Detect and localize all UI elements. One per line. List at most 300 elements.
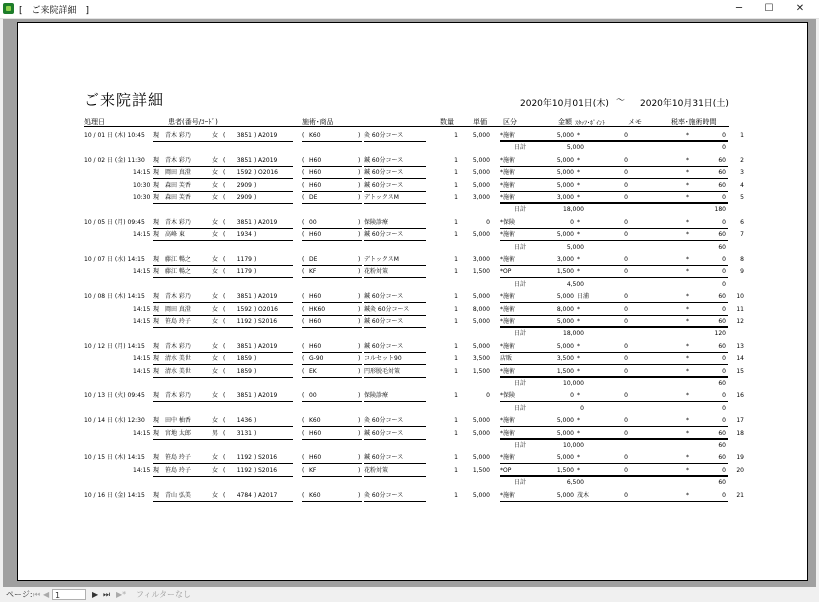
entry-date: 10:30 xyxy=(133,194,151,201)
patient-code: 1859 xyxy=(236,367,252,375)
patient-code: 1436 xyxy=(236,417,252,425)
item-name: 鍼 60分コース xyxy=(364,293,404,301)
amount: 0 xyxy=(570,392,574,400)
item-code: H60 xyxy=(309,318,322,325)
no-filter-button[interactable]: フィルターなし xyxy=(136,590,192,599)
item-name: 鍼 60分コース xyxy=(364,169,404,177)
item-name: 鍼 60分コース xyxy=(364,342,404,350)
app-icon xyxy=(3,3,14,14)
patient-code: 2909 xyxy=(236,194,252,201)
entry-flag: 現 xyxy=(153,305,160,313)
subtotal-amount: 10,000 xyxy=(563,442,584,449)
item-paren-open: ( xyxy=(302,305,305,313)
tax-rate: * xyxy=(686,218,689,226)
category: *施術 xyxy=(500,169,516,177)
staff: * xyxy=(577,367,580,375)
item-code: H60 xyxy=(309,454,322,462)
patient-name: 青木 彩乃 xyxy=(165,392,191,400)
treatment-time: 0 xyxy=(722,256,726,263)
paren-open: ( xyxy=(223,132,226,139)
entry-date: 10 / 01 日 (木) 10:45 xyxy=(84,132,145,139)
row-number: 13 xyxy=(736,342,744,350)
patient-code: 2909 xyxy=(236,181,252,189)
daily-subtotal-row xyxy=(18,327,807,340)
header-staff-point: ｽﾀｯﾌ･ﾎﾟｲﾝﾄ xyxy=(575,120,606,127)
treatment-time: 60 xyxy=(718,169,726,177)
item-paren-close: ) xyxy=(358,305,361,313)
patient-code: 1192 xyxy=(236,318,252,325)
paren-close: ) xyxy=(254,181,257,189)
entry-flag: 現 xyxy=(153,342,160,350)
paren-open: ( xyxy=(223,268,226,276)
entry-flag: 現 xyxy=(153,132,160,139)
entry-row xyxy=(18,216,807,229)
row-number: 5 xyxy=(740,194,744,201)
subtotal-rule xyxy=(500,475,728,476)
header-price: 単価 xyxy=(473,118,487,126)
entry-date: 10 / 14 日 (水) 12:30 xyxy=(84,417,145,425)
item-code: H60 xyxy=(309,231,322,239)
staff: * xyxy=(577,305,580,313)
staff: * xyxy=(577,256,580,263)
entry-flag: 現 xyxy=(153,218,160,226)
subtotal-amount: 10,000 xyxy=(563,380,584,387)
row-number: 10 xyxy=(736,293,744,301)
paren-open: ( xyxy=(223,367,226,375)
entry-flag: 現 xyxy=(153,169,160,177)
item-code: H60 xyxy=(309,293,322,301)
tax-rate: * xyxy=(686,156,689,164)
item-paren-open: ( xyxy=(302,132,305,139)
prev-page-button[interactable]: ◀ xyxy=(43,590,50,599)
treatment-time: 0 xyxy=(722,305,726,313)
entry-row xyxy=(18,414,807,427)
unit-price: 0 xyxy=(486,218,490,226)
amount: 3,500 xyxy=(556,355,574,363)
unit-price: 5,000 xyxy=(472,169,490,177)
last-page-button[interactable]: ⏭ xyxy=(103,590,111,599)
subtotal-amount: 18,000 xyxy=(563,330,584,338)
patient-name: 森田 芙香 xyxy=(165,181,191,189)
entry-flag: 現 xyxy=(153,194,160,201)
header-rule xyxy=(84,126,729,127)
patient-sex: 女 xyxy=(212,218,219,226)
quantity: 1 xyxy=(454,293,458,301)
treatment-time: 60 xyxy=(718,293,726,301)
row-number: 15 xyxy=(736,367,744,375)
item-name: 花粉対策 xyxy=(364,466,389,474)
paren-close: ) xyxy=(254,318,257,325)
entry-date: 14:15 xyxy=(133,305,151,313)
tax-rate: * xyxy=(686,305,689,313)
item-code: G-90 xyxy=(309,355,324,363)
quantity: 1 xyxy=(454,491,458,499)
paren-open: ( xyxy=(223,429,226,437)
item-paren-close: ) xyxy=(358,181,361,189)
quantity: 1 xyxy=(454,454,458,462)
staff: * xyxy=(577,194,580,201)
treatment-time: 60 xyxy=(718,342,726,350)
entry-date: 14:15 xyxy=(133,169,151,177)
patient-name: 高峰 東 xyxy=(165,231,185,239)
subtotal-time: 180 xyxy=(714,206,726,214)
patient-name: 青木 彩乃 xyxy=(165,218,191,226)
tax-rate: * xyxy=(686,367,689,375)
patient-code: 1192 xyxy=(236,454,252,462)
treatment-time: 0 xyxy=(722,417,726,425)
amount: 5,000 xyxy=(556,132,574,139)
staff: * xyxy=(577,466,580,474)
item-name: 円形脱毛対策 xyxy=(364,367,401,375)
quantity: 1 xyxy=(454,194,458,201)
paren-open: ( xyxy=(223,392,226,400)
item-name: 鍼 60分コース xyxy=(364,454,404,462)
item-paren-close: ) xyxy=(358,156,361,164)
tax-rate: * xyxy=(686,318,689,325)
category: *OP xyxy=(500,268,512,276)
quantity: 1 xyxy=(454,169,458,177)
memo-value: 0 xyxy=(624,293,628,301)
entry-date: 14:15 xyxy=(133,355,151,363)
patient-code: 1592 xyxy=(236,169,252,177)
paren-close: ) xyxy=(254,305,257,313)
row-number: 2 xyxy=(740,156,744,164)
patient-code: 3851 xyxy=(236,342,252,350)
item-paren-close: ) xyxy=(358,194,361,201)
tax-rate: * xyxy=(686,454,689,462)
paren-close: ) xyxy=(254,392,257,400)
item-code: DE xyxy=(309,194,318,201)
entry-date: 10 / 05 日 (月) 09:45 xyxy=(84,218,145,226)
staff: * xyxy=(577,169,580,177)
paren-close: ) xyxy=(254,293,257,301)
memo-value: 0 xyxy=(624,132,628,139)
tax-rate: * xyxy=(686,231,689,239)
staff: * xyxy=(577,454,580,462)
item-paren-close: ) xyxy=(358,355,361,363)
item-paren-close: ) xyxy=(358,342,361,350)
item-paren-open: ( xyxy=(302,392,305,400)
paren-close: ) xyxy=(254,256,257,263)
memo-value: 0 xyxy=(624,466,628,474)
amount: 1,500 xyxy=(556,367,574,375)
entry-row xyxy=(18,179,807,192)
tax-rate: * xyxy=(686,181,689,189)
row-number: 1 xyxy=(740,132,744,139)
item-paren-close: ) xyxy=(358,454,361,462)
entry-row xyxy=(18,166,807,179)
row-number: 17 xyxy=(736,417,744,425)
item-paren-open: ( xyxy=(302,231,305,239)
item-paren-open: ( xyxy=(302,342,305,350)
patient-sex: 女 xyxy=(212,342,219,350)
new-record-button[interactable]: ▶* xyxy=(116,590,127,599)
item-name: 保険診療 xyxy=(364,218,389,226)
subtotal-amount: 5,000 xyxy=(566,243,584,251)
staff: * xyxy=(577,156,580,164)
paren-close: ) xyxy=(254,218,257,226)
page-label: ページ: xyxy=(6,590,33,599)
row-number: 7 xyxy=(740,231,744,239)
tax-rate: * xyxy=(686,293,689,301)
entry-flag: 現 xyxy=(153,355,160,363)
patient-year-code: S2016 xyxy=(258,454,278,462)
treatment-time: 60 xyxy=(718,156,726,164)
amount: 5,000 xyxy=(556,454,574,462)
memo-value: 0 xyxy=(624,194,628,201)
item-name: 鍼灸 60分コース xyxy=(364,305,410,313)
patient-code: 1192 xyxy=(236,466,252,474)
tax-rate: * xyxy=(686,342,689,350)
item-name: コルセット90 xyxy=(364,355,402,363)
patient-code: 3851 xyxy=(236,218,252,226)
memo-value: 0 xyxy=(624,256,628,263)
item-name: 灸 60分コース xyxy=(364,132,404,139)
unit-price: 8,000 xyxy=(472,305,490,313)
item-code: H60 xyxy=(309,342,322,350)
entry-row xyxy=(18,340,807,353)
paren-open: ( xyxy=(223,454,226,462)
subtotal-label: 日計 xyxy=(514,206,527,214)
entry-date: 14:15 xyxy=(133,268,151,276)
unit-price: 5,000 xyxy=(472,293,490,301)
subtotal-amount: 4,500 xyxy=(566,280,584,288)
item-paren-open: ( xyxy=(302,429,305,437)
entry-date: 10 / 08 日 (木) 14:15 xyxy=(84,293,145,301)
row-number: 11 xyxy=(736,305,744,313)
patient-year-code: O2016 xyxy=(258,305,278,313)
paren-open: ( xyxy=(223,293,226,301)
patient-sex: 女 xyxy=(212,392,219,400)
daily-subtotal-row xyxy=(18,476,807,489)
quantity: 1 xyxy=(454,156,458,164)
entry-row xyxy=(18,303,807,316)
item-code: K60 xyxy=(309,491,321,499)
patient-code: 4784 xyxy=(236,491,252,499)
item-paren-open: ( xyxy=(302,355,305,363)
item-name: 灸 60分コース xyxy=(364,417,404,425)
entry-flag: 現 xyxy=(153,181,160,189)
paren-open: ( xyxy=(223,169,226,177)
item-code: H60 xyxy=(309,429,322,437)
treatment-time: 0 xyxy=(722,355,726,363)
quantity: 1 xyxy=(454,417,458,425)
patient-sex: 女 xyxy=(212,156,219,164)
paren-open: ( xyxy=(223,156,226,164)
entry-flag: 現 xyxy=(153,318,160,325)
tax-rate: * xyxy=(686,392,689,400)
treatment-time: 60 xyxy=(718,181,726,189)
entry-date: 10 / 15 日 (木) 14:15 xyxy=(84,454,145,462)
category: *施術 xyxy=(500,181,516,189)
staff: 茂木 xyxy=(577,491,590,499)
paren-open: ( xyxy=(223,318,226,325)
entry-row xyxy=(18,253,807,266)
item-name: デトックスM xyxy=(364,194,399,201)
close-button[interactable]: ✕ xyxy=(795,3,805,14)
tax-rate: * xyxy=(686,256,689,263)
daily-subtotal-row xyxy=(18,203,807,216)
report-page xyxy=(17,22,808,581)
patient-year-code: S2016 xyxy=(258,318,278,325)
subtotal-rule xyxy=(500,140,728,141)
patient-year-code: A2019 xyxy=(258,132,278,139)
category: *施術 xyxy=(500,491,516,499)
entry-flag: 現 xyxy=(153,454,160,462)
paren-open: ( xyxy=(223,181,226,189)
paren-close: ) xyxy=(254,194,257,201)
item-name: 花粉対策 xyxy=(364,268,389,276)
item-name: 灸 60分コース xyxy=(364,491,404,499)
header-amount: 金額 xyxy=(558,118,572,126)
staff: * xyxy=(577,268,580,276)
date-from: 2020年10月01日(木) xyxy=(520,99,609,109)
quantity: 1 xyxy=(454,318,458,325)
quantity: 1 xyxy=(454,132,458,139)
category: *保険 xyxy=(500,218,516,226)
category: *保険 xyxy=(500,392,516,400)
tax-rate: * xyxy=(686,491,689,499)
treatment-time: 0 xyxy=(722,268,726,276)
amount: 5,000 xyxy=(556,293,574,301)
row-number: 9 xyxy=(740,268,744,276)
paren-close: ) xyxy=(254,367,257,375)
paren-open: ( xyxy=(223,231,226,239)
tax-rate: * xyxy=(686,417,689,425)
quantity: 1 xyxy=(454,181,458,189)
report-preview-area[interactable] xyxy=(3,19,816,587)
patient-name: 笹島 玲子 xyxy=(165,318,191,325)
subtotal-amount: 0 xyxy=(580,404,584,412)
subtotal-label: 日計 xyxy=(514,243,527,251)
subtotal-time: 0 xyxy=(722,404,726,412)
window-title: [ ご来院詳細 ] xyxy=(19,6,90,16)
patient-sex: 女 xyxy=(212,466,219,474)
underline xyxy=(302,501,362,502)
patient-name: 青山 弘美 xyxy=(165,491,191,499)
entry-date: 10 / 07 日 (水) 14:15 xyxy=(84,256,145,263)
amount: 5,000 xyxy=(556,231,574,239)
amount: 0 xyxy=(570,218,574,226)
row-number: 20 xyxy=(736,466,744,474)
category: *施術 xyxy=(500,293,516,301)
item-code: HK60 xyxy=(309,305,326,313)
item-code: 00 xyxy=(309,218,317,226)
item-name: 鍼 60分コース xyxy=(364,156,404,164)
row-number: 12 xyxy=(736,318,744,325)
item-paren-close: ) xyxy=(358,268,361,276)
subtotal-rule xyxy=(500,438,728,439)
item-paren-open: ( xyxy=(302,256,305,263)
header-date: 処理日 xyxy=(84,118,105,126)
item-paren-close: ) xyxy=(358,429,361,437)
daily-subtotal-row xyxy=(18,141,807,154)
item-paren-close: ) xyxy=(358,256,361,263)
patient-sex: 女 xyxy=(212,256,219,263)
patient-code: 3851 xyxy=(236,132,252,139)
unit-price: 5,000 xyxy=(472,342,490,350)
item-paren-close: ) xyxy=(358,466,361,474)
staff: * xyxy=(577,231,580,239)
treatment-time: 0 xyxy=(722,132,726,139)
tax-rate: * xyxy=(686,466,689,474)
unit-price: 3,000 xyxy=(472,194,490,201)
patient-name: 宮地 太郎 xyxy=(165,429,191,437)
next-page-button[interactable]: ▶ xyxy=(92,590,99,599)
item-name: デトックスM xyxy=(364,256,399,263)
subtotal-rule xyxy=(500,202,728,203)
patient-code: 1179 xyxy=(236,256,252,263)
item-code: H60 xyxy=(309,156,322,164)
quantity: 1 xyxy=(454,342,458,350)
staff: * xyxy=(577,318,580,325)
treatment-time: 60 xyxy=(718,429,726,437)
entry-date: 14:15 xyxy=(133,367,151,375)
patient-name: 藤江 暢之 xyxy=(165,256,191,263)
category: *施術 xyxy=(500,194,516,201)
amount: 5,000 xyxy=(556,181,574,189)
minimize-button[interactable]: ─ xyxy=(735,3,743,14)
patient-code: 3131 xyxy=(236,429,252,437)
row-number: 19 xyxy=(736,454,744,462)
first-page-button[interactable]: ⏮ xyxy=(33,590,41,599)
item-paren-open: ( xyxy=(302,194,305,201)
unit-price: 1,500 xyxy=(472,466,490,474)
item-paren-open: ( xyxy=(302,156,305,164)
paren-close: ) xyxy=(254,156,257,164)
quantity: 1 xyxy=(454,305,458,313)
patient-name: 岡田 真澄 xyxy=(165,305,191,313)
entry-flag: 現 xyxy=(153,491,160,499)
item-paren-open: ( xyxy=(302,367,305,375)
subtotal-label: 日計 xyxy=(514,442,527,449)
item-paren-open: ( xyxy=(302,454,305,462)
entry-date: 14:15 xyxy=(133,466,151,474)
treatment-time: 0 xyxy=(722,491,726,499)
patient-name: 清水 美世 xyxy=(165,355,191,363)
quantity: 1 xyxy=(454,392,458,400)
patient-name: 清水 美世 xyxy=(165,367,191,375)
staff: * xyxy=(577,417,580,425)
maximize-button[interactable]: ☐ xyxy=(764,3,774,14)
patient-sex: 女 xyxy=(212,417,219,425)
category: *施術 xyxy=(500,231,516,239)
entry-date: 10 / 12 日 (月) 14:15 xyxy=(84,342,145,350)
daily-subtotal-row xyxy=(18,241,807,254)
staff: * xyxy=(577,392,580,400)
staff: * xyxy=(577,132,580,139)
subtotal-amount: 18,000 xyxy=(563,206,584,214)
patient-name: 藤江 暢之 xyxy=(165,268,191,276)
amount: 1,500 xyxy=(556,466,574,474)
treatment-time: 0 xyxy=(722,367,726,375)
item-paren-open: ( xyxy=(302,491,305,499)
entry-flag: 現 xyxy=(153,417,160,425)
page-number-input[interactable]: 1 xyxy=(52,589,86,600)
subtotal-time: 60 xyxy=(718,243,726,251)
subtotal-rule xyxy=(500,376,728,377)
row-number: 8 xyxy=(740,256,744,263)
subtotal-rule xyxy=(500,401,728,402)
quantity: 1 xyxy=(454,231,458,239)
row-number: 3 xyxy=(740,169,744,177)
patient-name: 田中 柚香 xyxy=(165,417,191,425)
memo-value: 0 xyxy=(624,367,628,375)
subtotal-label: 日計 xyxy=(514,479,527,487)
subtotal-rule xyxy=(500,240,728,241)
amount: 5,000 xyxy=(556,429,574,437)
item-code: EK xyxy=(309,367,317,375)
